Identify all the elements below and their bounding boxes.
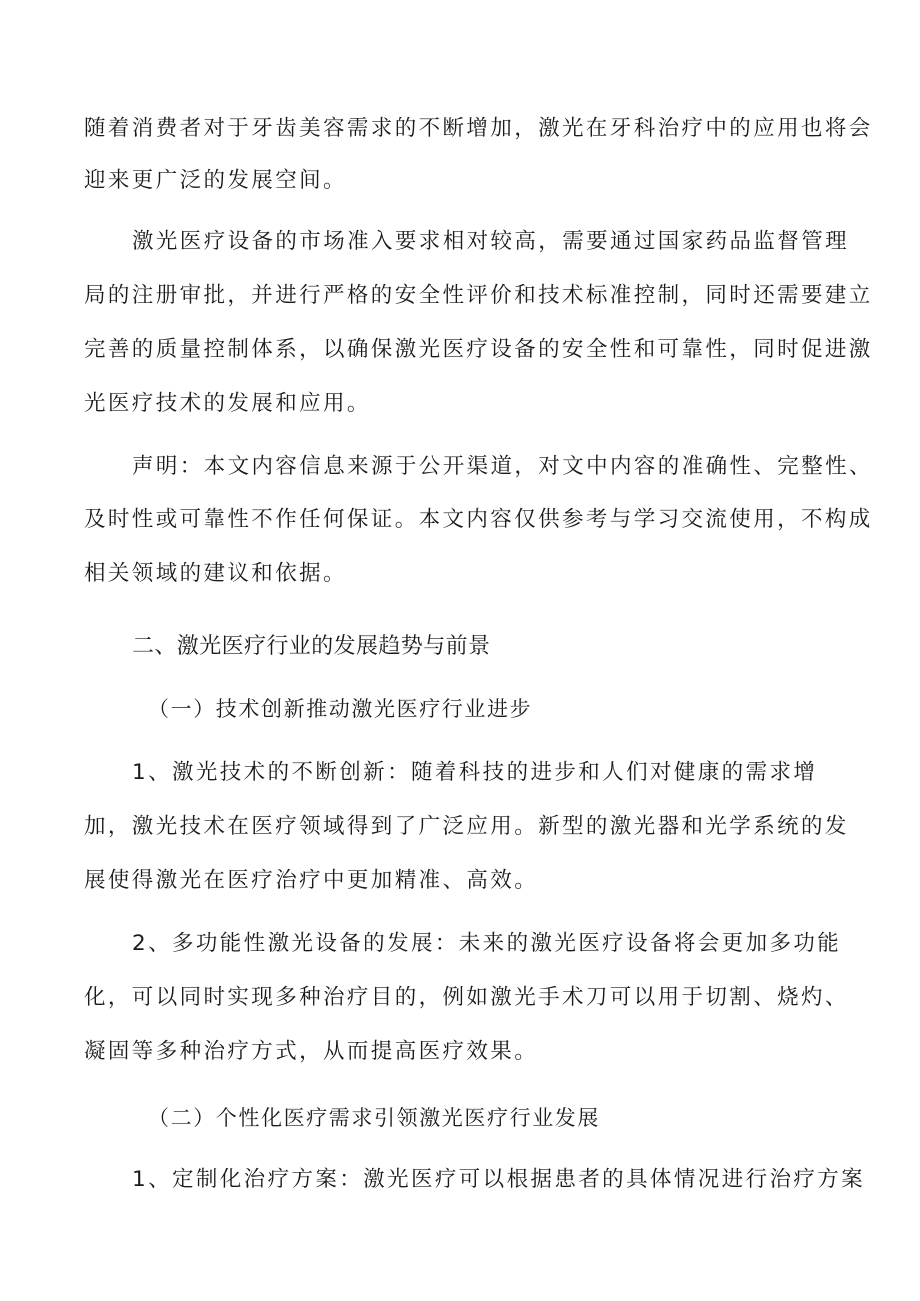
text-line: 随着消费者对于牙齿美容需求的不断增加，激光在牙科治疗中的应用也将会 [84, 116, 873, 141]
text-line: 1、定制化治疗方案：激光医疗可以根据患者的具体情况进行治疗方案 [132, 1167, 866, 1192]
text-line: 局的注册审批，并进行严格的安全性评价和技术标准控制，同时还需要建立 [84, 283, 873, 308]
text-line: 2、多功能性激光设备的发展：未来的激光医疗设备将会更加多功能 [132, 931, 842, 956]
text-line: 凝固等多种治疗方式，从而提高医疗效果。 [84, 1039, 539, 1064]
text-line: 加，激光技术在医疗领域得到了广泛应用。新型的激光器和光学系统的发 [84, 814, 849, 839]
text-line: 及时性或可靠性不作任何保证。本文内容仅供参考与学习交流使用，不构成 [84, 507, 873, 532]
text-line: 1、激光技术的不断创新：随着科技的进步和人们对健康的需求增 [132, 760, 818, 785]
text-line: 相关领域的建议和依据。 [84, 561, 347, 586]
subsection-title: （二）个性化医疗需求引领激光医疗行业发展 [148, 1106, 600, 1130]
text-line: 光医疗技术的发展和应用。 [84, 391, 371, 416]
text-line: 激光医疗设备的市场准入要求相对较高，需要通过国家药品监督管理 [132, 229, 850, 254]
text-line: 声明：本文内容信息来源于公开渠道，对文中内容的准确性、完整性、 [132, 454, 873, 479]
text-line: 化，可以同时实现多种治疗目的，例如激光手术刀可以用于切割、烧灼、 [84, 985, 849, 1010]
text-line: 迎来更广泛的发展空间。 [84, 168, 347, 193]
text-line: 展使得激光在医疗治疗中更加精准、高效。 [84, 868, 539, 893]
section-heading: 二、激光医疗行业的发展趋势与前景 [132, 634, 491, 659]
text-line: 完善的质量控制体系，以确保激光医疗设备的安全性和可靠性，同时促进激 [84, 337, 873, 362]
subsection-title: （一）技术创新推动激光医疗行业进步 [148, 697, 533, 721]
